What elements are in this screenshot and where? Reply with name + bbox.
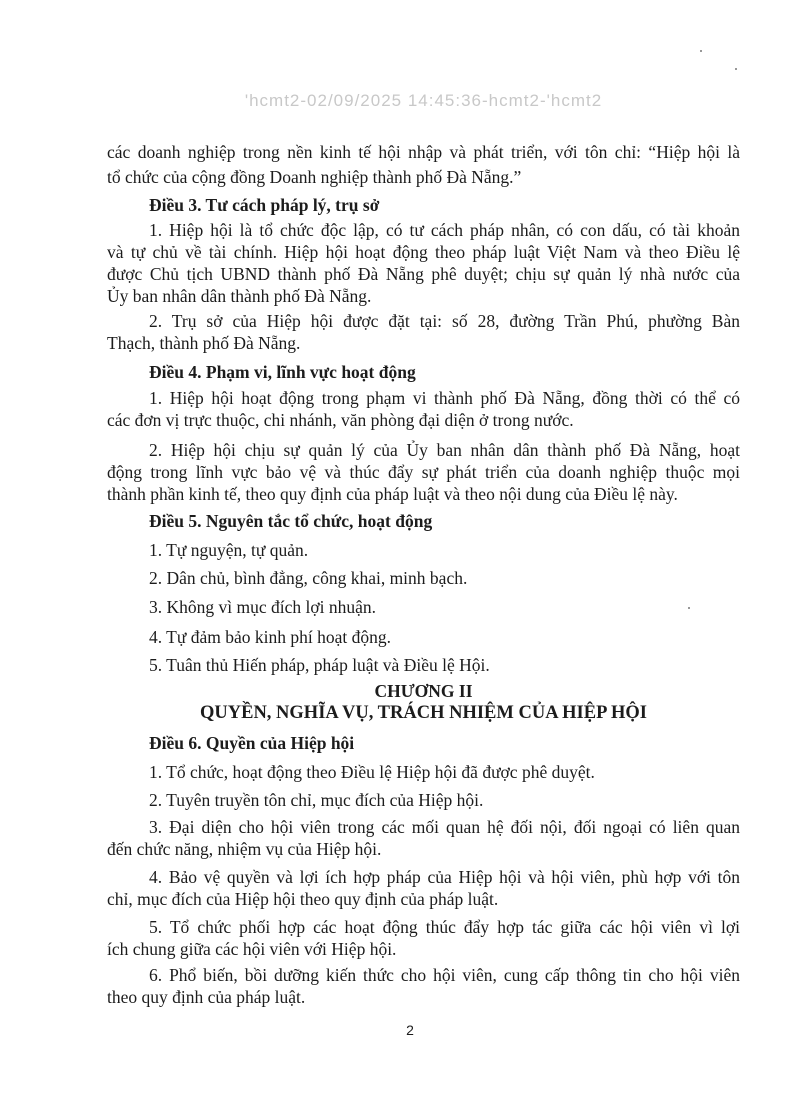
list-item: 3. Không vì mục đích lợi nhuận. — [149, 597, 377, 617]
list-item: 2. Tuyên truyền tôn chỉ, mục đích của Hiệp hội. — [149, 790, 484, 810]
list-item: 2. Dân chủ, bình đẳng, công khai, minh bạch. — [149, 568, 468, 588]
line: theo quy định của pháp luật. — [107, 987, 306, 1007]
line: được Chủ tịch UBND thành phố Đà Nẵng phê duyệt; chịu sự quản lý nhà nước của — [107, 264, 740, 284]
line: các đơn vị trực thuộc, chi nhánh, văn phòng đại diện ở trong nước. — [107, 410, 574, 430]
line: 2. Hiệp hội chịu sự quản lý của Ủy ban nhân dân thành phố Đà Nẵng, hoạt — [149, 440, 740, 460]
article-3-para-2 — [107, 310, 740, 354]
line: Thạch, thành phố Đà Nẵng. — [107, 333, 301, 353]
chapter-title: QUYỀN, NGHĨA VỤ, TRÁCH NHIỆM CỦA HIỆP HỘI — [200, 703, 647, 723]
line: 1. Hiệp hội hoạt động trong phạm vi thành phố Đà Nẵng, đồng thời có thể có — [149, 388, 740, 408]
article-3-para-1 — [107, 219, 740, 307]
list-item: 4. Tự đảm bảo kinh phí hoạt động. — [149, 627, 391, 647]
line: ích chung giữa các hội viên với Hiệp hội. — [107, 939, 397, 959]
line: đến chức năng, nhiệm vụ của Hiệp hội. — [107, 839, 382, 859]
article-4-para-2 — [107, 439, 740, 505]
article-6-para-6 — [107, 964, 740, 1008]
article-3-heading: Điều 3. Tư cách pháp lý, trụ sở — [149, 195, 380, 215]
line: 6. Phổ biến, bồi dưỡng kiến thức cho hội viên, cung cấp thông tin cho hội viên — [149, 965, 740, 985]
chapter-number: CHƯƠNG II — [374, 681, 473, 701]
page-number: 2 — [406, 1022, 414, 1038]
article-4-para-1 — [107, 387, 740, 431]
line: 2. Trụ sở của Hiệp hội được đặt tại: số 28, đường Trần Phú, phường Bàn — [149, 311, 740, 331]
line: 3. Đại diện cho hội viên trong các mối quan hệ đối nội, đối ngoại có liên quan — [149, 817, 740, 837]
line: Ủy ban nhân dân thành phố Đà Nẵng. — [107, 286, 372, 306]
line: chỉ, mục đích của Hiệp hội theo quy định của pháp luật. — [107, 889, 499, 909]
list-item: 1. Tổ chức, hoạt động theo Điều lệ Hiệp hội đã được phê duyệt. — [149, 762, 595, 782]
article-4-heading: Điều 4. Phạm vi, lĩnh vực hoạt động — [149, 362, 416, 382]
scan-speck — [700, 50, 702, 52]
line: 1. Hiệp hội là tổ chức độc lập, có tư cách pháp nhân, có con dấu, có tài khoản — [149, 220, 740, 240]
line: động trong lĩnh vực bảo vệ và thúc đẩy sự phát triển của doanh nghiệp thuộc mọi — [107, 462, 740, 482]
article-6-para-4 — [107, 866, 740, 910]
intro-paragraph — [107, 140, 740, 190]
line: thành phần kinh tế, theo quy định của pháp luật và theo nội dung của Điều lệ này. — [107, 484, 678, 504]
line: 5. Tổ chức phối hợp các hoạt động thúc đẩy hợp tác giữa các hội viên vì lợi — [149, 917, 740, 937]
line: các doanh nghiệp trong nền kinh tế hội nhập và phát triển, với tôn chỉ: “Hiệp hội là — [107, 142, 740, 162]
article-6-para-5 — [107, 916, 740, 960]
article-5-heading: Điều 5. Nguyên tắc tổ chức, hoạt động — [149, 511, 433, 531]
scan-speck — [735, 68, 737, 70]
scan-speck — [688, 607, 690, 609]
line: tổ chức của cộng đồng Doanh nghiệp thành phố Đà Nẵng.” — [107, 167, 522, 187]
list-item: 1. Tự nguyện, tự quản. — [149, 540, 309, 560]
article-6-para-3 — [107, 816, 740, 860]
article-6-heading: Điều 6. Quyền của Hiệp hội — [149, 733, 355, 753]
watermark: 'hcmt2-02/09/2025 14:45:36-hcmt2-'hcmt2 — [244, 91, 603, 110]
line: 4. Bảo vệ quyền và lợi ích hợp pháp của Hiệp hội và hội viên, phù hợp với tôn — [149, 867, 740, 887]
line: và tự chủ về tài chính. Hiệp hội hoạt động theo pháp luật Việt Nam và theo Điều lệ — [107, 242, 740, 262]
list-item: 5. Tuân thủ Hiến pháp, pháp luật và Điều lệ Hội. — [149, 655, 490, 675]
